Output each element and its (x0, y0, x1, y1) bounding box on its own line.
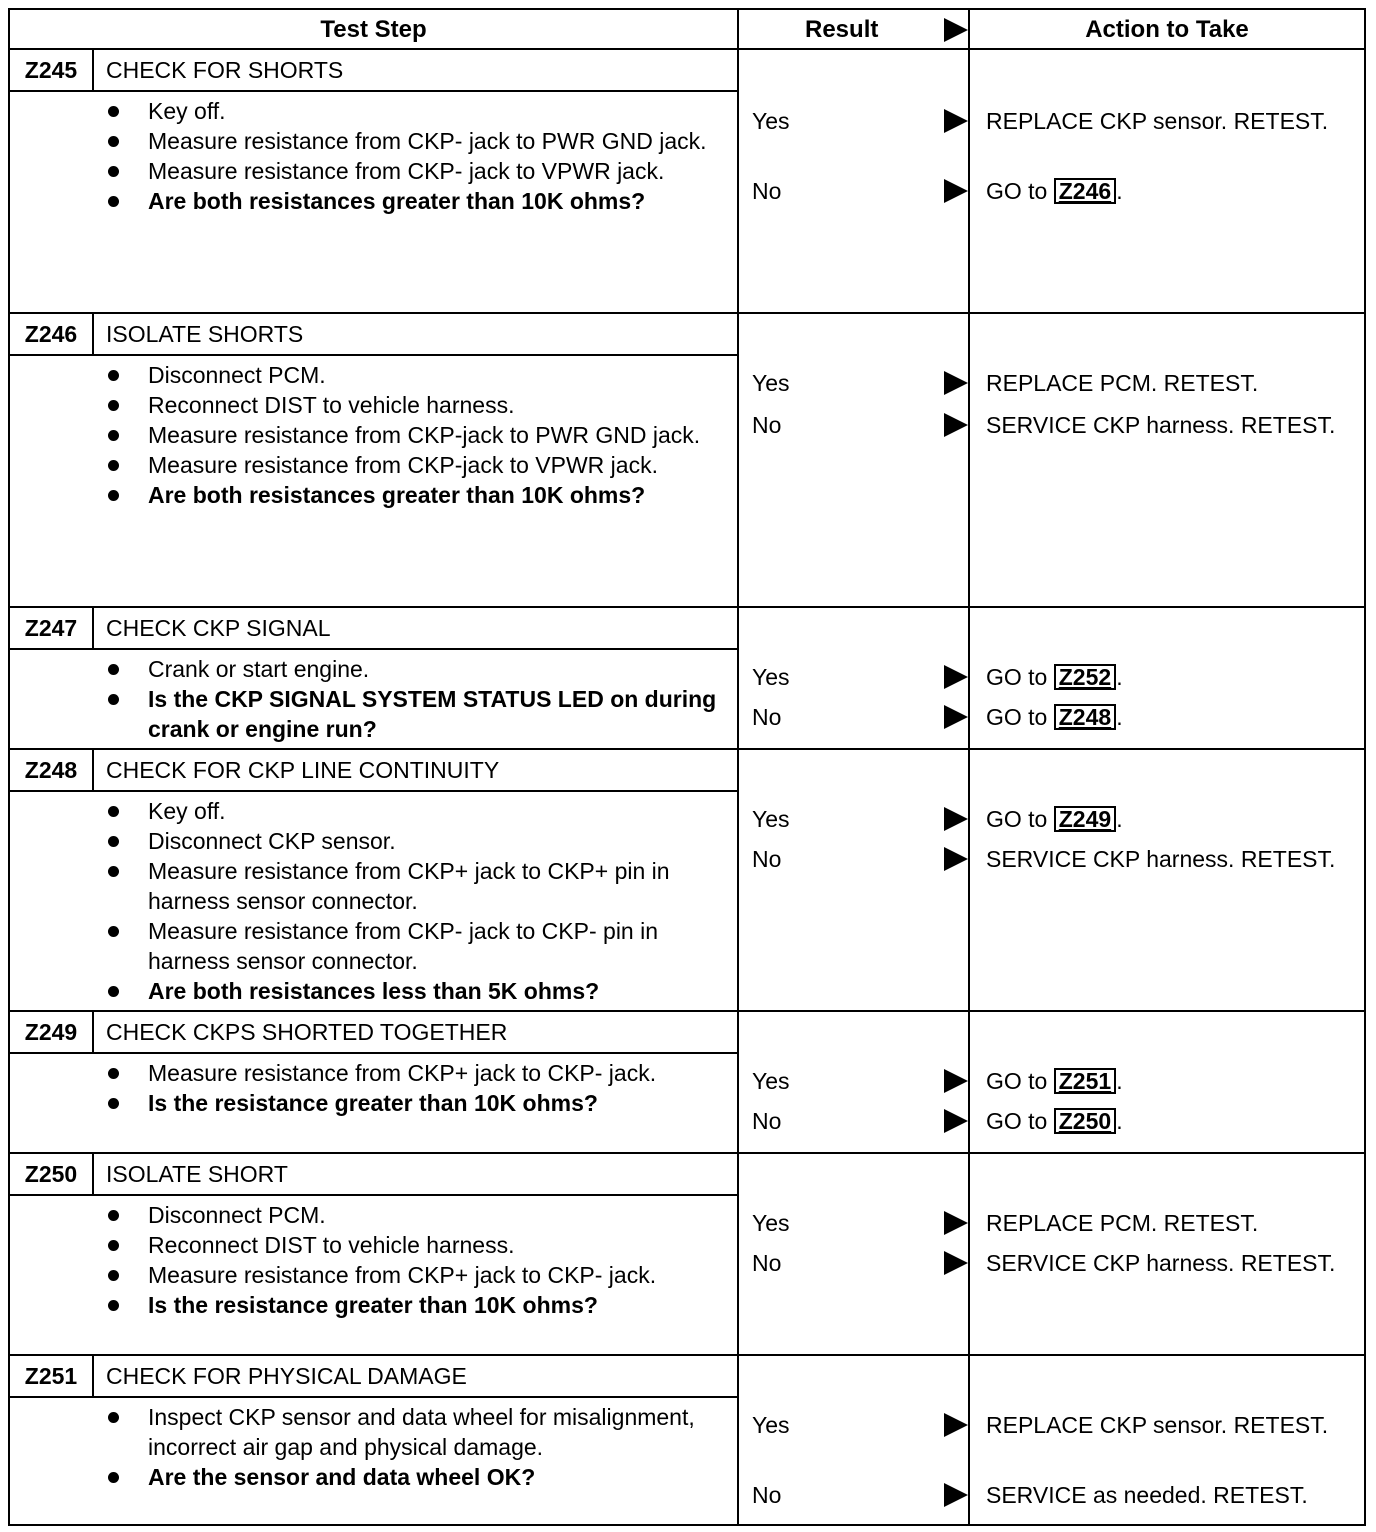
step-instruction (10, 360, 718, 390)
step-instruction (10, 826, 718, 856)
step-instructions (10, 360, 718, 510)
step-id: Z249 (10, 1012, 94, 1052)
step-id: Z247 (10, 608, 94, 648)
result-no: No (752, 1482, 782, 1508)
arrow-right-icon (944, 413, 968, 437)
step-reference-link[interactable]: Z249 (1054, 806, 1116, 832)
action-yes (986, 368, 1358, 398)
instruction-text: Disconnect PCM. (148, 362, 326, 388)
bullet-icon (108, 986, 119, 997)
action-suffix: . (1116, 1108, 1123, 1134)
arrow-right-icon (944, 1251, 968, 1275)
step-instructions (10, 654, 718, 744)
result-no: No (752, 178, 782, 204)
result-no: No (752, 846, 782, 872)
result-no: No (752, 1108, 782, 1134)
bullet-icon (108, 490, 119, 501)
step-title-row (10, 608, 738, 650)
bullet-icon (108, 370, 119, 381)
result-no: No (752, 1250, 782, 1276)
step-title-row (10, 1356, 738, 1398)
test-step-block (10, 1154, 1364, 1354)
action-no (986, 844, 1358, 874)
action-no (986, 702, 1358, 732)
action-suffix: . (1116, 1068, 1123, 1094)
step-instruction (10, 1058, 718, 1088)
action-yes (986, 804, 1358, 834)
arrow-right-icon (944, 371, 968, 395)
action-text: REPLACE CKP sensor. RETEST. (986, 1412, 1329, 1438)
step-question (10, 480, 718, 510)
action-text: SERVICE as needed. RETEST. (986, 1482, 1308, 1508)
step-id: Z248 (10, 750, 94, 790)
instruction-text: Are both resistances greater than 10K ohms? (148, 482, 646, 508)
step-reference-link[interactable]: Z250 (1054, 1108, 1116, 1134)
step-question (10, 186, 718, 216)
arrow-right-icon (944, 847, 968, 871)
instruction-text: Measure resistance from CKP+ jack to CKP+ pin in harness sensor connector. (148, 858, 670, 914)
bullet-icon (108, 1068, 119, 1079)
bullet-icon (108, 196, 119, 207)
action-no (986, 1248, 1358, 1278)
arrow-right-icon (944, 1413, 968, 1437)
step-id: Z251 (10, 1356, 94, 1396)
bullet-icon (108, 1210, 119, 1221)
result-yes: Yes (752, 1068, 790, 1094)
action-text: GO to (986, 178, 1054, 204)
step-title-row (10, 50, 738, 92)
instruction-text: Measure resistance from CKP- jack to PWR GND jack. (148, 128, 707, 154)
action-text: SERVICE CKP harness. RETEST. (986, 1250, 1336, 1276)
step-instruction (10, 796, 718, 826)
step-title: CHECK CKP SIGNAL (106, 615, 331, 641)
instruction-text: Are the sensor and data wheel OK? (148, 1464, 536, 1490)
test-step-block (10, 608, 1364, 748)
instruction-text: Is the resistance greater than 10K ohms? (148, 1292, 598, 1318)
bullet-icon (108, 460, 119, 471)
step-reference-link[interactable]: Z252 (1054, 664, 1116, 690)
bullet-icon (108, 1270, 119, 1281)
action-text: GO to (986, 1068, 1054, 1094)
instruction-text: Is the resistance greater than 10K ohms? (148, 1090, 598, 1116)
step-instructions (10, 1200, 718, 1320)
instruction-text: Measure resistance from CKP+ jack to CKP- jack. (148, 1262, 657, 1288)
step-instruction (10, 420, 718, 450)
step-instruction (10, 856, 718, 916)
step-question (10, 1290, 718, 1320)
bullet-icon (108, 136, 119, 147)
step-question (10, 1462, 708, 1492)
bullet-icon (108, 806, 119, 817)
test-step-block (10, 1356, 1364, 1524)
arrow-right-icon (944, 1069, 968, 1093)
step-title: ISOLATE SHORTS (106, 321, 304, 347)
action-text: REPLACE CKP sensor. RETEST. (986, 108, 1329, 134)
instruction-text: Measure resistance from CKP+ jack to CKP- jack. (148, 1060, 657, 1086)
step-title: CHECK FOR CKP LINE CONTINUITY (106, 757, 500, 783)
bullet-icon (108, 1472, 119, 1483)
step-instructions (10, 1058, 718, 1118)
step-instructions (10, 1402, 708, 1492)
action-text: SERVICE CKP harness. RETEST. (986, 846, 1336, 872)
result-yes: Yes (752, 664, 790, 690)
instruction-text: Reconnect DIST to vehicle harness. (148, 392, 515, 418)
bullet-icon (108, 400, 119, 411)
action-text: REPLACE PCM. RETEST. (986, 370, 1259, 396)
action-text: SERVICE CKP harness. RETEST. (986, 412, 1336, 438)
step-instructions (10, 796, 718, 1006)
action-suffix: . (1116, 806, 1123, 832)
step-reference-link[interactable]: Z248 (1054, 704, 1116, 730)
step-title: CHECK FOR PHYSICAL DAMAGE (106, 1363, 467, 1389)
bullet-icon (108, 106, 119, 117)
action-no (986, 410, 1358, 440)
instruction-text: Are both resistances less than 5K ohms? (148, 978, 600, 1004)
test-step-block (10, 50, 1364, 312)
arrow-right-icon (944, 1211, 968, 1235)
action-text: REPLACE PCM. RETEST. (986, 1210, 1259, 1236)
bullet-icon (108, 1412, 119, 1423)
instruction-text: Disconnect PCM. (148, 1202, 326, 1228)
result-yes: Yes (752, 1210, 790, 1236)
result-yes: Yes (752, 108, 790, 134)
bullet-icon (108, 836, 119, 847)
action-no (986, 1480, 1358, 1510)
action-text: GO to (986, 704, 1054, 730)
action-suffix: . (1116, 178, 1123, 204)
arrow-right-icon (944, 1109, 968, 1133)
action-no (986, 1106, 1358, 1136)
instruction-text: Are both resistances greater than 10K ohms? (148, 188, 646, 214)
bullet-icon (108, 664, 119, 675)
instruction-text: Crank or start engine. (148, 656, 370, 682)
step-reference-link[interactable]: Z246 (1054, 178, 1116, 204)
action-text: GO to (986, 1108, 1054, 1134)
header-action: Action to Take (1085, 16, 1249, 43)
instruction-text: Key off. (148, 798, 226, 824)
arrow-right-icon (944, 18, 968, 42)
action-text: GO to (986, 664, 1054, 690)
arrow-right-icon (944, 179, 968, 203)
bullet-icon (108, 166, 119, 177)
step-title: CHECK FOR SHORTS (106, 57, 344, 83)
bullet-icon (108, 1300, 119, 1311)
result-yes: Yes (752, 370, 790, 396)
instruction-text: Measure resistance from CKP- jack to CKP- pin in harness sensor connector. (148, 918, 659, 974)
instruction-text: Key off. (148, 98, 226, 124)
step-instructions (10, 96, 718, 216)
step-id: Z246 (10, 314, 94, 354)
instruction-text: Measure resistance from CKP-jack to PWR GND jack. (148, 422, 701, 448)
instruction-text: Measure resistance from CKP-jack to VPWR jack. (148, 452, 658, 478)
action-suffix: . (1116, 704, 1123, 730)
arrow-right-icon (944, 705, 968, 729)
step-id: Z245 (10, 50, 94, 90)
bullet-icon (108, 1098, 119, 1109)
step-instruction (10, 156, 718, 186)
action-text: GO to (986, 806, 1054, 832)
instruction-text: Inspect CKP sensor and data wheel for misalignment, incorrect air gap and physical damage. (148, 1404, 695, 1460)
step-reference-link[interactable]: Z251 (1054, 1068, 1116, 1094)
action-yes (986, 662, 1358, 692)
bullet-icon (108, 866, 119, 877)
test-step-block (10, 750, 1364, 1010)
action-yes (986, 1208, 1358, 1238)
step-title-row (10, 1012, 738, 1054)
step-instruction (10, 450, 718, 480)
step-title-row (10, 314, 738, 356)
step-instruction (10, 390, 718, 420)
diagnostic-table (8, 8, 1366, 1526)
action-yes (986, 106, 1358, 136)
action-no (986, 176, 1358, 206)
action-suffix: . (1116, 664, 1123, 690)
step-question (10, 1088, 718, 1118)
result-yes: Yes (752, 1412, 790, 1438)
result-no: No (752, 704, 782, 730)
step-instruction (10, 96, 718, 126)
step-question (10, 684, 718, 744)
result-no: No (752, 412, 782, 438)
step-instruction (10, 1260, 718, 1290)
step-title: CHECK CKPS SHORTED TOGETHER (106, 1019, 508, 1045)
step-instruction (10, 126, 718, 156)
step-title: ISOLATE SHORT (106, 1161, 288, 1187)
bullet-icon (108, 926, 119, 937)
step-instruction (10, 1200, 718, 1230)
bullet-icon (108, 430, 119, 441)
arrow-right-icon (944, 665, 968, 689)
result-yes: Yes (752, 806, 790, 832)
step-instruction (10, 654, 718, 684)
test-step-block (10, 1012, 1364, 1152)
step-instruction (10, 1402, 708, 1462)
step-instruction (10, 916, 718, 976)
header-result: Result (805, 16, 879, 43)
step-question (10, 976, 718, 1006)
step-title-row (10, 750, 738, 792)
bullet-icon (108, 694, 119, 705)
arrow-right-icon (944, 109, 968, 133)
header-test-step: Test Step (320, 16, 427, 43)
step-instruction (10, 1230, 718, 1260)
instruction-text: Reconnect DIST to vehicle harness. (148, 1232, 515, 1258)
step-id: Z250 (10, 1154, 94, 1194)
instruction-text: Is the CKP SIGNAL SYSTEM STATUS LED on during crank or engine run? (148, 686, 717, 742)
arrow-right-icon (944, 807, 968, 831)
action-yes (986, 1410, 1358, 1440)
arrow-right-icon (944, 1483, 968, 1507)
bullet-icon (108, 1240, 119, 1251)
instruction-text: Measure resistance from CKP- jack to VPWR jack. (148, 158, 665, 184)
test-step-block (10, 314, 1364, 606)
step-title-row (10, 1154, 738, 1196)
action-yes (986, 1066, 1358, 1096)
instruction-text: Disconnect CKP sensor. (148, 828, 396, 854)
